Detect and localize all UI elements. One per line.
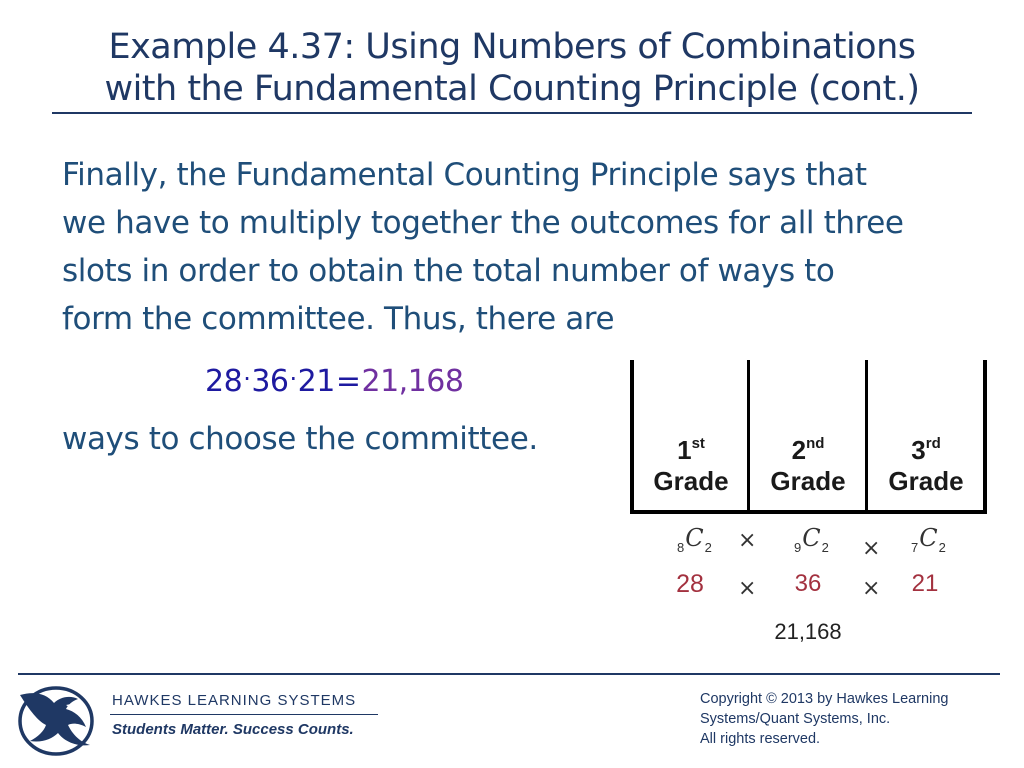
combination-2	[794, 524, 829, 555]
combination-row	[630, 524, 987, 564]
body-line: we have to multiply together the outcomes for all three	[62, 205, 904, 241]
grade-number: 3	[911, 435, 926, 465]
combination-3	[911, 524, 946, 555]
product-total: 21,168	[774, 619, 842, 644]
combination-1	[677, 524, 712, 555]
factor-2: 36	[251, 364, 289, 399]
combination-symbol: C	[802, 524, 821, 552]
grade-number: 2	[791, 435, 807, 465]
table-border-bottom	[630, 510, 987, 514]
times-sign: ×	[862, 576, 881, 601]
slot-value-3: 21	[911, 570, 939, 597]
closing-text: ways to choose the committee.	[62, 421, 538, 457]
body-line: Finally, the Fundamental Counting Principle says that	[62, 157, 867, 193]
combination-symbol: C	[919, 524, 938, 552]
factor-3: 21	[297, 364, 335, 399]
brand-underline	[110, 714, 378, 715]
slot-value-2: 36	[794, 570, 822, 597]
footer-divider	[18, 673, 1000, 675]
brand-tagline: Students Matter. Success Counts.	[112, 721, 354, 738]
body-line: slots in order to obtain the total number of ways to	[62, 253, 835, 289]
brand-name: HAWKES LEARNING SYSTEMS	[112, 692, 357, 709]
grade-cell-3	[868, 428, 984, 497]
value-row	[630, 570, 987, 610]
combination-n: 8	[677, 540, 685, 555]
hawk-logo-icon	[16, 683, 100, 757]
grade-ordinal: st	[691, 435, 705, 452]
combination-n: 7	[911, 540, 919, 555]
grade-ordinal: nd	[806, 435, 825, 452]
copyright-line: Systems/Quant Systems, Inc.	[700, 711, 891, 727]
grade-ordinal: rd	[925, 435, 941, 452]
times-sign: ×	[738, 528, 757, 553]
slide-title	[40, 26, 984, 110]
grade-label: Grade	[888, 466, 964, 496]
copyright-line: Copyright © 2013 by Hawkes Learning	[700, 691, 949, 707]
grade-cell-2	[750, 428, 866, 497]
grade-label: Grade	[770, 466, 846, 496]
slide-title-line-1: Example 4.37: Using Numbers of Combinations	[108, 27, 916, 67]
equation-result: 21,168	[361, 364, 464, 399]
equals-sign: =	[335, 364, 361, 399]
slide-title-line-2: with the Fundamental Counting Principle (cont.)	[104, 69, 920, 109]
slot-value-1: 28	[676, 570, 704, 598]
copyright-line: All rights reserved.	[700, 731, 821, 747]
times-sign: ×	[738, 576, 757, 601]
combination-r: 2	[704, 540, 712, 555]
factor-1: 28	[205, 364, 243, 399]
grade-cell-1	[633, 428, 749, 497]
grade-slots-table	[630, 360, 987, 514]
multiply-dot: ·	[243, 365, 251, 393]
body-paragraph	[62, 151, 972, 343]
combination-symbol: C	[685, 524, 704, 552]
times-sign: ×	[862, 536, 881, 561]
combination-r: 2	[821, 540, 829, 555]
grade-label: Grade	[653, 466, 729, 496]
combination-n: 9	[794, 540, 802, 555]
multiply-dot: ·	[289, 365, 297, 393]
title-divider	[52, 112, 972, 114]
grade-number: 1	[677, 435, 692, 465]
product-equation	[205, 360, 463, 404]
combination-r: 2	[938, 540, 946, 555]
copyright-notice	[700, 689, 1010, 749]
body-line: form the committee. Thus, there are	[62, 301, 615, 337]
